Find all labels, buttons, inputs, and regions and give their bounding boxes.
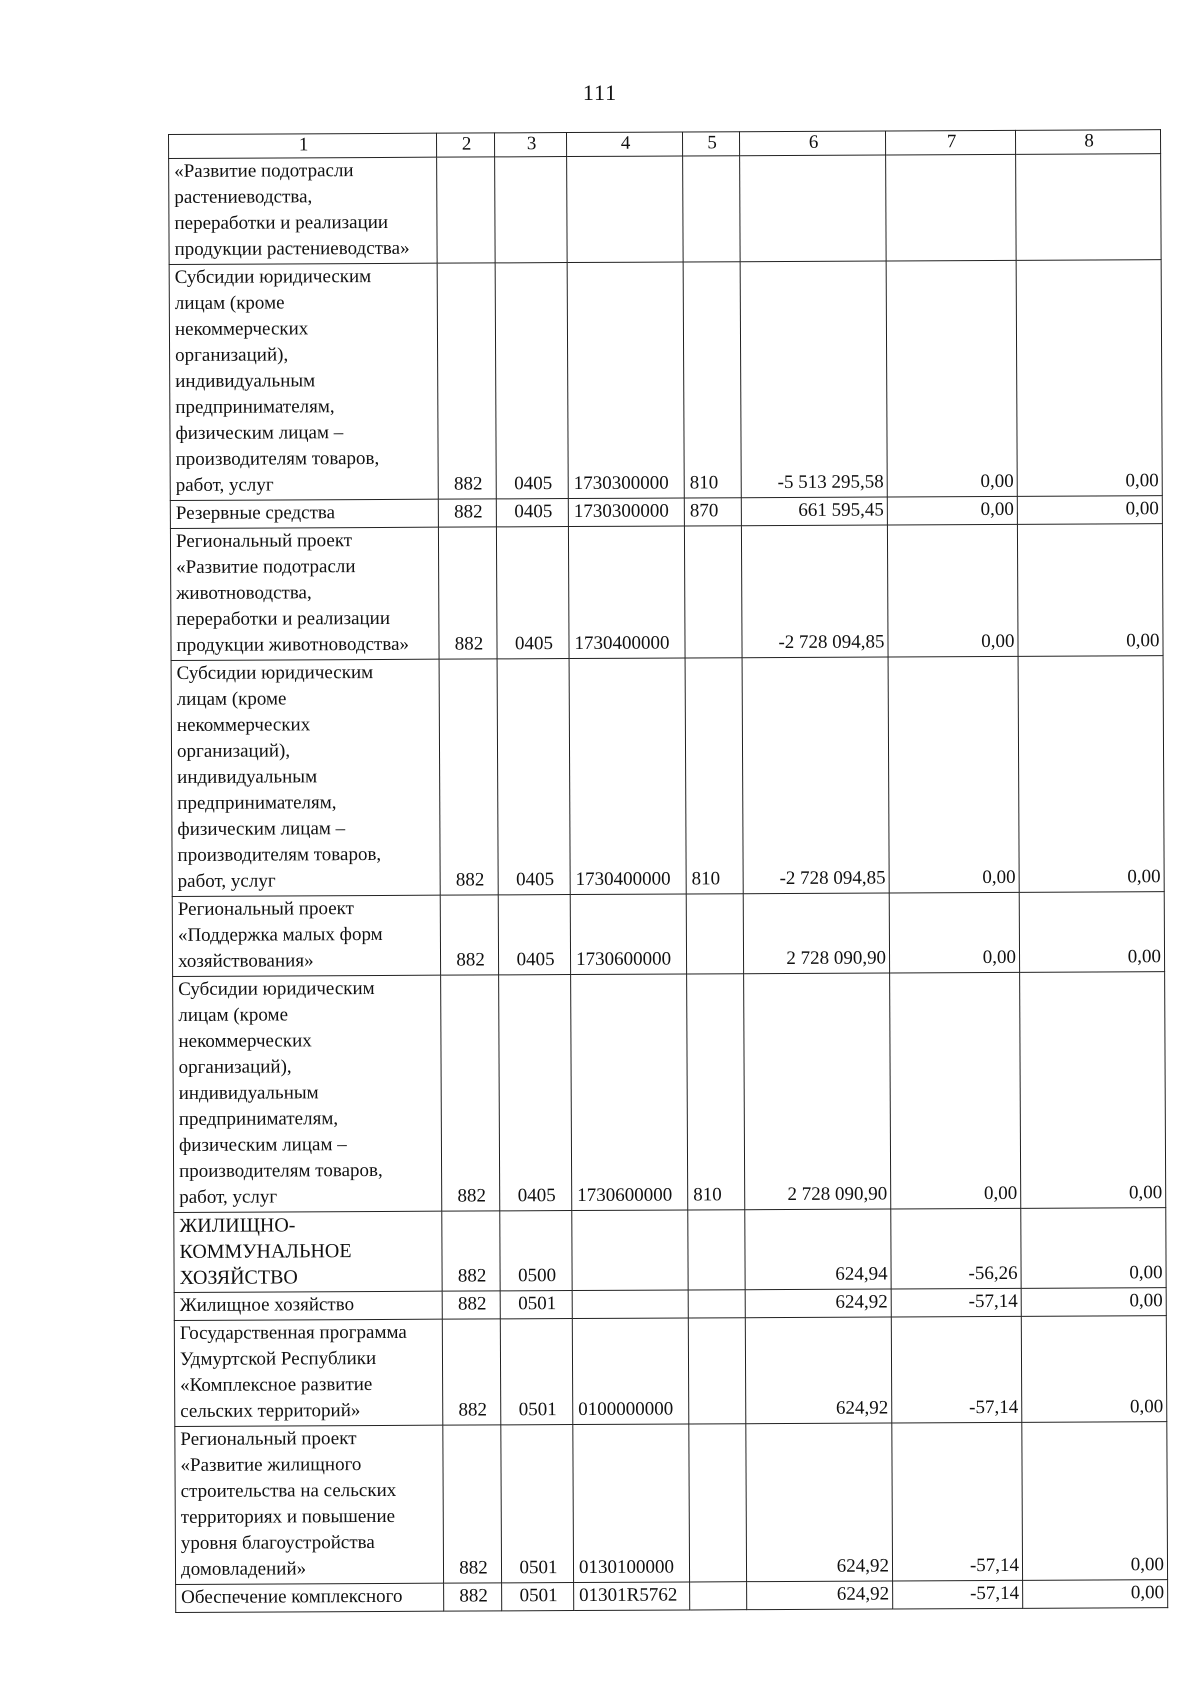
- cell-col-6: 624,92: [746, 1423, 893, 1582]
- table-row: [170, 524, 1163, 661]
- cell-col-3: 0405: [496, 499, 568, 527]
- cell-col-8: 0,00: [1021, 1208, 1166, 1289]
- cell-col-6: 624,92: [745, 1289, 891, 1318]
- cell-col-8: 0,00: [1022, 1422, 1168, 1581]
- cell-col-2: 882: [444, 1583, 502, 1611]
- cell-col-3: 0405: [497, 659, 570, 895]
- table-row: [169, 154, 1162, 265]
- cell-col-4: 1730400000: [568, 526, 685, 659]
- row-name-cell: Субсидии юридическим лицам (кроме некоммерческих организаций), индивидуальным предпринимателям, физическим лицам – производителям товаров, работ, услуг: [171, 659, 440, 896]
- cell-col-6: 624,94: [745, 1209, 891, 1290]
- cell-col-5: [684, 526, 742, 658]
- cell-col-5: [686, 894, 743, 974]
- cell-col-8: 0,00: [1021, 1316, 1167, 1423]
- budget-table: [168, 129, 1168, 1613]
- cell-col-3: 0501: [500, 1291, 572, 1319]
- row-name-cell: Резервные средства: [170, 499, 438, 528]
- cell-col-7: -57,14: [892, 1422, 1023, 1581]
- row-name-cell: Обеспечение комплексного: [176, 1583, 444, 1612]
- cell-col-2: [437, 157, 496, 263]
- table-row: [176, 1580, 1168, 1613]
- cell-col-8: [1016, 154, 1162, 261]
- cell-col-3: [495, 157, 568, 263]
- cell-col-3: 0405: [495, 263, 568, 499]
- row-name-cell: Субсидии юридическим лицам (кроме некоммерческих организаций), индивидуальным предпринимателям, физическим лицам – производителям товаров, работ, услуг: [169, 263, 438, 500]
- cell-col-3: 0405: [498, 895, 570, 975]
- cell-col-7: 0,00: [889, 892, 1019, 973]
- cell-col-7: -57,14: [891, 1288, 1021, 1317]
- cell-col-4: 0130100000: [573, 1424, 690, 1583]
- cell-col-8: 0,00: [1018, 656, 1164, 893]
- cell-col-7: 0,00: [887, 496, 1017, 525]
- cell-col-8: 0,00: [1020, 972, 1166, 1209]
- cell-col-6: [740, 155, 887, 262]
- row-name-cell: Региональный проект «Развитие жилищного строительства на сельских территориях и повышение уровня благоустройства домовладений»: [175, 1425, 444, 1584]
- cell-col-8: 0,00: [1017, 496, 1162, 525]
- cell-col-6: -2 728 094,85: [741, 525, 888, 658]
- row-name-cell: «Развитие подотрасли растениеводства, переработки и реализации продукции растениеводства»: [169, 157, 438, 264]
- cell-col-3: 0501: [502, 1583, 574, 1611]
- column-header: 5: [682, 132, 739, 156]
- cell-col-2: 882: [439, 659, 498, 895]
- cell-col-7: [886, 154, 1017, 261]
- cell-col-2: 882: [438, 499, 496, 527]
- cell-col-4: 1730300000: [568, 498, 684, 527]
- cell-col-6: 661 595,45: [741, 497, 887, 526]
- cell-col-3: 0405: [496, 527, 569, 659]
- column-header: 6: [739, 131, 885, 156]
- cell-col-6: -5 513 295,58: [740, 261, 887, 498]
- column-header: 2: [436, 133, 494, 157]
- cell-col-7: 0,00: [890, 972, 1021, 1209]
- cell-col-7: 0,00: [887, 524, 1018, 657]
- cell-col-6: 624,92: [745, 1317, 892, 1424]
- cell-col-5: [690, 1582, 747, 1610]
- cell-col-5: 810: [683, 262, 741, 498]
- cell-col-2: 882: [443, 1425, 502, 1583]
- cell-col-5: [688, 1210, 745, 1290]
- cell-col-5: 870: [684, 498, 741, 526]
- table-row: [175, 1422, 1168, 1585]
- table-body: [169, 130, 1168, 1613]
- cell-col-6: 624,92: [747, 1581, 893, 1610]
- cell-col-8: 0,00: [1019, 892, 1164, 973]
- cell-col-5: [688, 1318, 746, 1424]
- cell-col-8: 0,00: [1021, 1288, 1166, 1317]
- cell-col-6: -2 728 094,85: [742, 657, 889, 894]
- cell-col-4: 1730600000: [571, 974, 688, 1211]
- cell-col-8: 0,00: [1016, 260, 1162, 497]
- column-header: 8: [1015, 130, 1160, 155]
- cell-col-2: 882: [438, 527, 497, 659]
- cell-col-2: 882: [441, 975, 500, 1211]
- table-row: [173, 972, 1166, 1213]
- cell-col-3: 0500: [500, 1211, 572, 1291]
- column-header: 3: [494, 133, 566, 157]
- column-header: 7: [885, 130, 1015, 155]
- cell-col-2: 882: [437, 263, 496, 499]
- cell-col-2: 882: [442, 1319, 501, 1425]
- cell-col-5: [683, 156, 741, 262]
- cell-col-4: 0100000000: [572, 1318, 689, 1425]
- cell-col-6: 2 728 090,90: [744, 973, 891, 1210]
- row-name-cell: Государственная программа Удмуртской Республики «Комплексное развитие сельских территорий»: [174, 1319, 443, 1426]
- cell-col-3: 0501: [501, 1425, 574, 1583]
- cell-col-4: 1730400000: [569, 658, 686, 895]
- cell-col-4: [572, 1210, 688, 1291]
- cell-col-7: 0,00: [888, 656, 1019, 893]
- cell-col-7: 0,00: [886, 260, 1017, 497]
- cell-col-5: 810: [687, 974, 745, 1210]
- cell-col-7: -56,26: [891, 1208, 1021, 1289]
- row-name-cell: Жилищное хозяйство: [174, 1291, 442, 1320]
- column-header: 1: [169, 133, 437, 158]
- cell-col-4: 1730600000: [570, 894, 686, 975]
- table-row: [171, 656, 1164, 897]
- cell-col-4: [572, 1290, 688, 1319]
- cell-col-4: 1730300000: [567, 262, 684, 499]
- page-number: 111: [582, 80, 618, 105]
- cell-col-5: [688, 1290, 745, 1318]
- cell-col-2: 882: [442, 1211, 500, 1291]
- cell-col-2: 882: [442, 1291, 500, 1319]
- row-name-cell: Региональный проект «Развитие подотрасли животноводства, переработки и реализации продукции животноводства»: [170, 527, 439, 660]
- row-name-cell: ЖИЛИЩНО- КОММУНАЛЬНОЕ ХОЗЯЙСТВО: [174, 1211, 442, 1292]
- row-name-cell: Региональный проект «Поддержка малых форм хозяйствования»: [172, 895, 440, 976]
- column-header: 4: [566, 132, 682, 157]
- table-row: [169, 260, 1162, 501]
- cell-col-4: 01301R5762: [574, 1582, 690, 1611]
- cell-col-3: 0405: [499, 975, 572, 1211]
- cell-col-5: [689, 1424, 747, 1582]
- table-row: [174, 1208, 1166, 1293]
- table-row: [174, 1316, 1167, 1427]
- row-name-cell: Субсидии юридическим лицам (кроме некоммерческих организаций), индивидуальным предпринимателям, физическим лицам – производителям товаров, работ, услуг: [173, 975, 442, 1212]
- table-row: [172, 892, 1164, 977]
- cell-col-8: 0,00: [1023, 1580, 1168, 1609]
- cell-col-5: 810: [685, 658, 743, 894]
- cell-col-2: 882: [440, 895, 498, 975]
- cell-col-7: -57,14: [891, 1316, 1022, 1423]
- cell-col-3: 0501: [500, 1319, 573, 1425]
- cell-col-7: -57,14: [893, 1580, 1023, 1609]
- cell-col-4: [567, 156, 684, 263]
- cell-col-8: 0,00: [1017, 524, 1163, 657]
- cell-col-6: 2 728 090,90: [743, 893, 889, 974]
